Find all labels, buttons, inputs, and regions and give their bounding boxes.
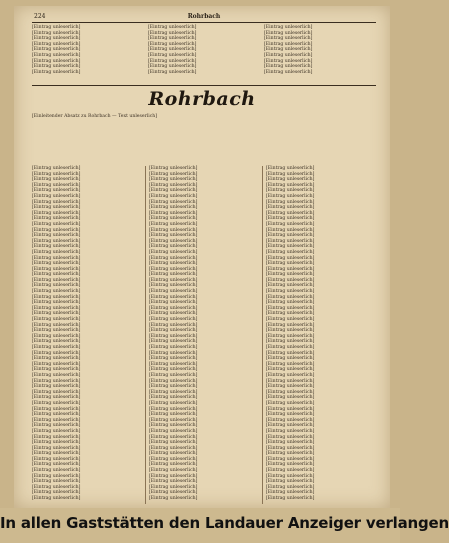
directory-entry: [Eintrag unleserlich] [264, 58, 313, 64]
directory-entry: [Eintrag unleserlich] [149, 205, 198, 211]
directory-entry: [Eintrag unleserlich] [266, 205, 315, 211]
directory-entry: [Eintrag unleserlich] [264, 69, 313, 75]
directory-entry: [Eintrag unleserlich] [32, 361, 81, 367]
directory-entry: [Eintrag unleserlich] [266, 339, 315, 345]
directory-entry: [Eintrag unleserlich] [149, 261, 198, 267]
directory-entry: [Eintrag unleserlich] [264, 64, 313, 70]
directory-entry: [Eintrag unleserlich] [149, 378, 198, 384]
directory-entry: [Eintrag unleserlich] [266, 462, 315, 468]
directory-entry: [Eintrag unleserlich] [32, 356, 81, 362]
directory-entry: [Eintrag unleserlich] [32, 210, 81, 216]
directory-entry: [Eintrag unleserlich] [32, 328, 81, 334]
directory-entry: [Eintrag unleserlich] [149, 311, 198, 317]
directory-entry: [Eintrag unleserlich] [32, 249, 81, 255]
directory-entry: [Eintrag unleserlich] [149, 166, 198, 171]
directory-entry: [Eintrag unleserlich] [266, 249, 315, 255]
directory-column-3 [266, 166, 376, 504]
page-number: 224 [34, 13, 46, 20]
directory-entry: [Eintrag unleserlich] [149, 317, 198, 323]
directory-entry: [Eintrag unleserlich] [32, 311, 81, 317]
directory-entry: [Eintrag unleserlich] [149, 384, 198, 390]
directory-entry: [Eintrag unleserlich] [32, 445, 81, 451]
directory-entry: [Eintrag unleserlich] [266, 496, 315, 502]
directory-entry: [Eintrag unleserlich] [32, 417, 81, 423]
directory-entry: [Eintrag unleserlich] [264, 25, 313, 30]
directory-entry: [Eintrag unleserlich] [32, 305, 81, 311]
directory-entry: [Eintrag unleserlich] [32, 400, 81, 406]
directory-column-1 [32, 166, 142, 504]
directory-entry: [Eintrag unleserlich] [266, 440, 315, 446]
advertisement-banner [0, 508, 449, 543]
directory-entry: [Eintrag unleserlich] [148, 25, 197, 30]
directory-entry: [Eintrag unleserlich] [264, 41, 313, 47]
directory-entry: [Eintrag unleserlich] [148, 36, 197, 42]
directory-entry: [Eintrag unleserlich] [266, 451, 315, 457]
directory-entry: [Eintrag unleserlich] [32, 182, 81, 188]
directory-entry: [Eintrag unleserlich] [32, 294, 81, 300]
directory-entry: [Eintrag unleserlich] [266, 305, 315, 311]
directory-entry: [Eintrag unleserlich] [32, 261, 81, 267]
directory-entry: [Eintrag unleserlich] [266, 389, 315, 395]
directory-entry: [Eintrag unleserlich] [266, 255, 315, 261]
directory-entry: [Eintrag unleserlich] [32, 440, 81, 446]
directory-entry: [Eintrag unleserlich] [149, 434, 198, 440]
directory-entry: [Eintrag unleserlich] [266, 188, 315, 194]
directory-entry: [Eintrag unleserlich] [32, 384, 81, 390]
directory-entry: [Eintrag unleserlich] [32, 58, 81, 64]
directory-entry: [Eintrag unleserlich] [32, 283, 81, 289]
directory-entry: [Eintrag unleserlich] [264, 52, 313, 58]
directory-entry: [Eintrag unleserlich] [266, 406, 315, 412]
directory-entry: [Eintrag unleserlich] [32, 468, 81, 474]
directory-entry: [Eintrag unleserlich] [266, 356, 315, 362]
directory-entry: [Eintrag unleserlich] [149, 456, 198, 462]
directory-entry: [Eintrag unleserlich] [32, 490, 81, 496]
directory-entry: [Eintrag unleserlich] [149, 249, 198, 255]
directory-entry: [Eintrag unleserlich] [149, 283, 198, 289]
directory-entry: [Eintrag unleserlich] [32, 428, 81, 434]
directory-entry: [Eintrag unleserlich] [32, 345, 81, 350]
directory-entry: [Eintrag unleserlich] [148, 69, 197, 75]
directory-entry: [Eintrag unleserlich] [266, 345, 315, 350]
directory-entry: [Eintrag unleserlich] [32, 367, 81, 373]
directory-entry: [Eintrag unleserlich] [266, 317, 315, 323]
directory-entry: [Eintrag unleserlich] [149, 417, 198, 423]
directory-entry: [Eintrag unleserlich] [266, 177, 315, 183]
column-divider [145, 166, 146, 504]
directory-entry: [Eintrag unleserlich] [149, 177, 198, 183]
directory-entry: [Eintrag unleserlich] [149, 462, 198, 468]
column-divider [262, 166, 263, 504]
directory-entry: [Eintrag unleserlich] [32, 395, 81, 401]
directory-entry: [Eintrag unleserlich] [32, 496, 81, 502]
directory-entry: [Eintrag unleserlich] [266, 171, 315, 177]
directory-entry: [Eintrag unleserlich] [32, 25, 81, 30]
directory-entry: [Eintrag unleserlich] [266, 484, 315, 490]
directory-entry: [Eintrag unleserlich] [149, 266, 198, 272]
directory-entry: [Eintrag unleserlich] [149, 423, 198, 429]
directory-entry: [Eintrag unleserlich] [266, 350, 315, 356]
directory-entry: [Eintrag unleserlich] [32, 36, 81, 42]
directory-entry: [Eintrag unleserlich] [266, 328, 315, 334]
directory-entry: [Eintrag unleserlich] [32, 171, 81, 177]
directory-entry: [Eintrag unleserlich] [149, 451, 198, 457]
directory-entry: [Eintrag unleserlich] [32, 64, 81, 70]
directory-entry: [Eintrag unleserlich] [32, 244, 81, 250]
directory-entry: [Eintrag unleserlich] [32, 177, 81, 183]
directory-entry: [Eintrag unleserlich] [149, 372, 198, 378]
directory-entry: [Eintrag unleserlich] [266, 221, 315, 227]
directory-entry: [Eintrag unleserlich] [149, 255, 198, 261]
continuation-column-3 [264, 25, 376, 83]
directory-entry: [Eintrag unleserlich] [149, 171, 198, 177]
directory-entry: [Eintrag unleserlich] [266, 300, 315, 306]
directory-entry: [Eintrag unleserlich] [32, 300, 81, 306]
directory-entry: [Eintrag unleserlich] [266, 311, 315, 317]
directory-entry: [Eintrag unleserlich] [266, 244, 315, 250]
directory-entry: [Eintrag unleserlich] [32, 69, 81, 75]
directory-entry: [Eintrag unleserlich] [149, 389, 198, 395]
directory-entry: [Eintrag unleserlich] [32, 462, 81, 468]
directory-entry: [Eintrag unleserlich] [266, 199, 315, 205]
directory-entry: [Eintrag unleserlich] [149, 490, 198, 496]
directory-entry: [Eintrag unleserlich] [266, 428, 315, 434]
directory-entry: [Eintrag unleserlich] [266, 261, 315, 267]
directory-entry: [Eintrag unleserlich] [149, 468, 198, 474]
directory-entry: [Eintrag unleserlich] [266, 384, 315, 390]
directory-entry: [Eintrag unleserlich] [266, 227, 315, 233]
directory-entry: [Eintrag unleserlich] [266, 361, 315, 367]
directory-entry: [Eintrag unleserlich] [149, 238, 198, 244]
directory-column-2 [149, 166, 259, 504]
directory-entry: [Eintrag unleserlich] [266, 490, 315, 496]
section-divider [32, 85, 376, 86]
directory-entry: [Eintrag unleserlich] [149, 199, 198, 205]
directory-entry: [Eintrag unleserlich] [266, 238, 315, 244]
directory-entry: [Eintrag unleserlich] [149, 445, 198, 451]
directory-entry: [Eintrag unleserlich] [149, 289, 198, 295]
directory-entry: [Eintrag unleserlich] [266, 473, 315, 479]
directory-entry: [Eintrag unleserlich] [266, 479, 315, 485]
town-heading: Rohrbach [148, 88, 256, 110]
directory-entry: [Eintrag unleserlich] [149, 188, 198, 194]
directory-entry: [Eintrag unleserlich] [148, 41, 197, 47]
directory-entry: [Eintrag unleserlich] [32, 193, 81, 199]
directory-entry: [Eintrag unleserlich] [149, 496, 198, 502]
continuation-column-1 [32, 25, 144, 83]
directory-entry: [Eintrag unleserlich] [149, 193, 198, 199]
directory-entry: [Eintrag unleserlich] [266, 456, 315, 462]
directory-entry: [Eintrag unleserlich] [266, 294, 315, 300]
continuation-column-2 [148, 25, 260, 83]
resident-directory [32, 166, 376, 504]
directory-entry: [Eintrag unleserlich] [148, 64, 197, 70]
directory-entry: [Eintrag unleserlich] [266, 468, 315, 474]
directory-entry: [Eintrag unleserlich] [264, 47, 313, 53]
directory-entry: [Eintrag unleserlich] [149, 345, 198, 350]
directory-entry: [Eintrag unleserlich] [32, 289, 81, 295]
directory-entry: [Eintrag unleserlich] [32, 389, 81, 395]
directory-entry: [Eintrag unleserlich] [32, 188, 81, 194]
directory-entry: [Eintrag unleserlich] [32, 277, 81, 283]
previous-town-continuation [32, 25, 376, 83]
directory-entry: [Eintrag unleserlich] [32, 333, 81, 339]
directory-entry: [Eintrag unleserlich] [32, 484, 81, 490]
directory-entry: [Eintrag unleserlich] [32, 272, 81, 278]
directory-entry: [Eintrag unleserlich] [266, 277, 315, 283]
directory-entry: [Eintrag unleserlich] [148, 30, 197, 36]
directory-entry: [Eintrag unleserlich] [149, 333, 198, 339]
directory-entry: [Eintrag unleserlich] [149, 400, 198, 406]
directory-entry: [Eintrag unleserlich] [32, 350, 81, 356]
directory-entry: [Eintrag unleserlich] [148, 58, 197, 64]
directory-entry: [Eintrag unleserlich] [266, 400, 315, 406]
directory-entry: [Eintrag unleserlich] [32, 30, 81, 36]
directory-entry: [Eintrag unleserlich] [149, 210, 198, 216]
directory-entry: [Eintrag unleserlich] [264, 36, 313, 42]
directory-entry: [Eintrag unleserlich] [32, 166, 81, 171]
directory-entry: [Eintrag unleserlich] [32, 317, 81, 323]
directory-entry: [Eintrag unleserlich] [149, 294, 198, 300]
directory-entry: [Eintrag unleserlich] [149, 395, 198, 401]
directory-entry: [Eintrag unleserlich] [266, 434, 315, 440]
directory-entry: [Eintrag unleserlich] [32, 216, 81, 222]
directory-entry: [Eintrag unleserlich] [149, 305, 198, 311]
directory-entry: [Eintrag unleserlich] [32, 423, 81, 429]
directory-entry: [Eintrag unleserlich] [32, 406, 81, 412]
directory-entry: [Eintrag unleserlich] [32, 322, 81, 328]
directory-entry: [Eintrag unleserlich] [149, 227, 198, 233]
directory-entry: [Eintrag unleserlich] [266, 372, 315, 378]
directory-entry: [Eintrag unleserlich] [266, 283, 315, 289]
directory-entry: [Eintrag unleserlich] [32, 473, 81, 479]
directory-entry: [Eintrag unleserlich] [32, 372, 81, 378]
directory-entry: [Eintrag unleserlich] [149, 473, 198, 479]
directory-entry: [Eintrag unleserlich] [32, 227, 81, 233]
directory-entry: [Eintrag unleserlich] [32, 199, 81, 205]
directory-entry: [Eintrag unleserlich] [32, 238, 81, 244]
directory-entry: [Eintrag unleserlich] [149, 272, 198, 278]
directory-entry: [Eintrag unleserlich] [266, 193, 315, 199]
directory-entry: [Eintrag unleserlich] [149, 322, 198, 328]
directory-entry: [Eintrag unleserlich] [32, 255, 81, 261]
directory-entry: [Eintrag unleserlich] [266, 412, 315, 418]
directory-entry: [Eintrag unleserlich] [32, 47, 81, 53]
directory-entry: [Eintrag unleserlich] [149, 484, 198, 490]
directory-entry: [Eintrag unleserlich] [266, 395, 315, 401]
directory-entry: [Eintrag unleserlich] [149, 406, 198, 412]
directory-entry: [Eintrag unleserlich] [149, 367, 198, 373]
directory-entry: [Eintrag unleserlich] [149, 440, 198, 446]
top-divider [32, 22, 376, 23]
directory-entry: [Eintrag unleserlich] [148, 47, 197, 53]
directory-entry: [Eintrag unleserlich] [149, 350, 198, 356]
directory-entry: [Eintrag unleserlich] [32, 456, 81, 462]
directory-entry: [Eintrag unleserlich] [266, 266, 315, 272]
directory-entry: [Eintrag unleserlich] [149, 233, 198, 239]
directory-entry: [Eintrag unleserlich] [266, 182, 315, 188]
directory-entry: [Eintrag unleserlich] [32, 412, 81, 418]
directory-entry: [Eintrag unleserlich] [149, 182, 198, 188]
directory-entry: [Eintrag unleserlich] [266, 378, 315, 384]
directory-entry: [Eintrag unleserlich] [149, 428, 198, 434]
directory-entry: [Eintrag unleserlich] [149, 216, 198, 222]
town-intro-paragraph: [Einleitender Absatz zu Rohrbach — Text unleserlich] [32, 114, 158, 119]
directory-entry: [Eintrag unleserlich] [264, 30, 313, 36]
directory-entry: [Eintrag unleserlich] [149, 479, 198, 485]
directory-entry: [Eintrag unleserlich] [32, 233, 81, 239]
directory-entry: [Eintrag unleserlich] [149, 412, 198, 418]
directory-entry: [Eintrag unleserlich] [266, 417, 315, 423]
directory-entry: [Eintrag unleserlich] [32, 434, 81, 440]
directory-entry: [Eintrag unleserlich] [149, 221, 198, 227]
advertisement-text: In allen Gaststätten den Landauer Anzeiger verlangen [0, 514, 449, 532]
directory-entry: [Eintrag unleserlich] [149, 300, 198, 306]
directory-entry: [Eintrag unleserlich] [266, 233, 315, 239]
directory-entry: [Eintrag unleserlich] [32, 378, 81, 384]
directory-entry: [Eintrag unleserlich] [149, 244, 198, 250]
directory-entry: [Eintrag unleserlich] [266, 289, 315, 295]
directory-entry: [Eintrag unleserlich] [266, 216, 315, 222]
directory-entry: [Eintrag unleserlich] [32, 221, 81, 227]
directory-entry: [Eintrag unleserlich] [32, 205, 81, 211]
directory-entry: [Eintrag unleserlich] [149, 277, 198, 283]
directory-entry: [Eintrag unleserlich] [266, 423, 315, 429]
directory-entry: [Eintrag unleserlich] [148, 52, 197, 58]
directory-entry: [Eintrag unleserlich] [266, 166, 315, 171]
directory-entry: [Eintrag unleserlich] [149, 328, 198, 334]
directory-entry: [Eintrag unleserlich] [266, 367, 315, 373]
directory-entry: [Eintrag unleserlich] [32, 339, 81, 345]
directory-entry: [Eintrag unleserlich] [32, 451, 81, 457]
directory-entry: [Eintrag unleserlich] [266, 445, 315, 451]
directory-page [14, 6, 390, 508]
running-header [34, 12, 374, 22]
directory-entry: [Eintrag unleserlich] [266, 333, 315, 339]
directory-entry: [Eintrag unleserlich] [149, 356, 198, 362]
directory-entry: [Eintrag unleserlich] [32, 266, 81, 272]
directory-entry: [Eintrag unleserlich] [266, 210, 315, 216]
directory-entry: [Eintrag unleserlich] [32, 479, 81, 485]
directory-entry: [Eintrag unleserlich] [266, 272, 315, 278]
directory-entry: [Eintrag unleserlich] [149, 361, 198, 367]
directory-entry: [Eintrag unleserlich] [32, 41, 81, 47]
directory-entry: [Eintrag unleserlich] [32, 52, 81, 58]
running-title: Rohrbach [187, 13, 221, 20]
directory-entry: [Eintrag unleserlich] [266, 322, 315, 328]
directory-entry: [Eintrag unleserlich] [149, 339, 198, 345]
